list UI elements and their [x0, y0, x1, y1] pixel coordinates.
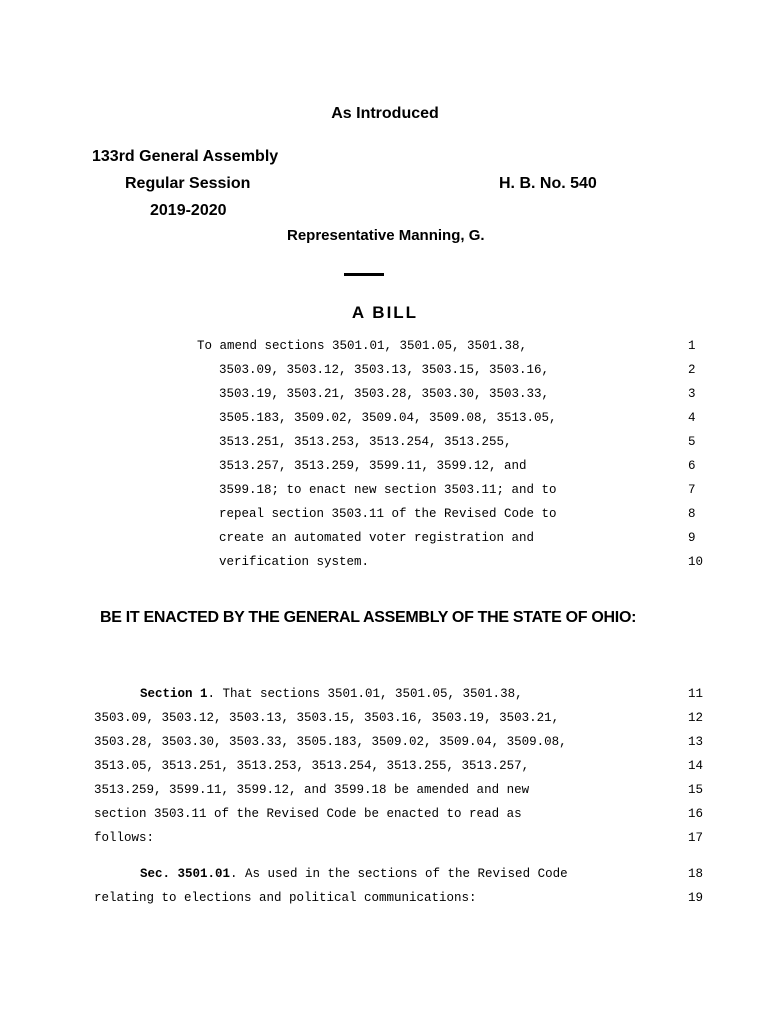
line-number: 5 — [688, 435, 696, 449]
line-number: 15 — [688, 783, 704, 797]
title-line: 3505.183, 3509.02, 3509.04, 3509.08, 3513.05, — [219, 411, 557, 425]
line-number: 10 — [688, 555, 704, 569]
body-line: relating to elections and political communications: — [94, 891, 477, 905]
session-years: 2019-2020 — [150, 202, 227, 219]
line-number: 12 — [688, 711, 704, 725]
sec-3501-01-label: Sec. 3501.01 — [140, 867, 231, 881]
body-line: 3503.09, 3503.12, 3503.13, 3503.15, 3503.16, 3503.19, 3503.21, — [94, 711, 560, 725]
assembly-label: 133rd General Assembly — [92, 148, 279, 165]
title-line: 3503.09, 3503.12, 3503.13, 3503.15, 3503.16, — [219, 363, 550, 377]
sponsor: Representative Manning, G. — [287, 227, 485, 244]
line-number: 11 — [688, 687, 704, 701]
session-label: Regular Session — [125, 175, 251, 192]
bill-number: H. B. No. 540 — [499, 175, 597, 192]
sec-3501-01-text: . As used in the sections of the Revised Code — [230, 867, 568, 881]
body-line: 3513.05, 3513.251, 3513.253, 3513.254, 3513.255, 3513.257, — [94, 759, 530, 773]
line-number: 13 — [688, 735, 704, 749]
title-line: 3513.257, 3513.259, 3599.11, 3599.12, and — [219, 459, 527, 473]
section-1-text: . That sections 3501.01, 3501.05, 3501.38, — [207, 687, 523, 701]
body-line: 3503.28, 3503.30, 3503.33, 3505.183, 3509.02, 3509.04, 3509.08, — [94, 735, 567, 749]
title-line: To amend sections 3501.01, 3501.05, 3501.38, — [197, 339, 528, 353]
title-line: create an automated voter registration and — [219, 531, 535, 545]
status-label: As Introduced — [331, 105, 439, 122]
line-number: 2 — [688, 363, 696, 377]
line-number: 17 — [688, 831, 704, 845]
line-number: 9 — [688, 531, 696, 545]
title-line: repeal section 3503.11 of the Revised Code to — [219, 507, 557, 521]
line-number: 8 — [688, 507, 696, 521]
title-line: 3513.251, 3513.253, 3513.254, 3513.255, — [219, 435, 512, 449]
line-number: 1 — [688, 339, 696, 353]
line-number: 16 — [688, 807, 704, 821]
line-number: 4 — [688, 411, 696, 425]
line-number: 18 — [688, 867, 704, 881]
line-number: 6 — [688, 459, 696, 473]
sec-3501-01-first-line — [140, 866, 568, 882]
bill-title: A BILL — [351, 303, 419, 322]
section-1-label: Section 1 — [140, 687, 208, 701]
title-line: 3599.18; to enact new section 3503.11; and to — [219, 483, 557, 497]
line-number: 19 — [688, 891, 704, 905]
body-line: follows: — [94, 831, 155, 845]
section-1-first-line — [140, 686, 523, 702]
title-line: verification system. — [219, 555, 370, 569]
line-number: 7 — [688, 483, 696, 497]
body-line: section 3503.11 of the Revised Code be enacted to read as — [94, 807, 522, 821]
enacting-clause: BE IT ENACTED BY THE GENERAL ASSEMBLY OF THE STATE OF OHIO: — [100, 609, 637, 626]
line-number: 14 — [688, 759, 704, 773]
divider — [344, 273, 384, 276]
line-number: 3 — [688, 387, 696, 401]
title-line: 3503.19, 3503.21, 3503.28, 3503.30, 3503.33, — [219, 387, 550, 401]
body-line: 3513.259, 3599.11, 3599.12, and 3599.18 be amended and new — [94, 783, 530, 797]
